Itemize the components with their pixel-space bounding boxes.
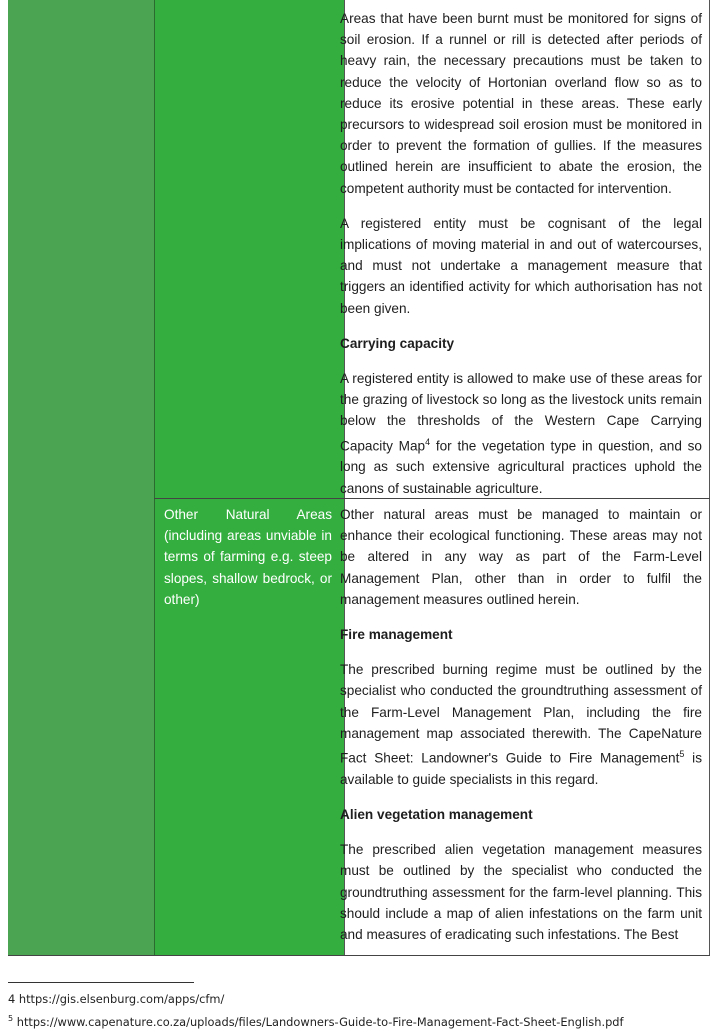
category-other-natural-areas: Other Natural Areas (including areas unviable in terms of farming e.g. steep slopes, shallow bedrock, or other): [164, 507, 332, 607]
footnote-4: 4 https://gis.elsenburg.com/apps/cfm/: [8, 992, 225, 1006]
alien-vegetation-paragraph: The prescribed alien vegetation management measures must be outlined by the specialist who conducted the groundtruthing assessment for the farm-level planning. This should include a map of alien infestations on the farm unit and measures of eradicating such infestations. The Best: [340, 842, 702, 942]
footnote-5: $^5$ https://www.capenature.co.za/uploads/files/Landowners-Guide-to-Fire-Management-Fact-Sheet-English.pdf: [8, 1014, 624, 1029]
footnotes: [8, 990, 624, 1032]
fire-management-paragraph: The prescribed burning regime must be outlined by the specialist who conducted the groundtruthing assessment of the Farm-Level Management Plan, including the fire management map associated therewith. The CapeNature Fact Sheet: Landowner's Guide to Fire Management$^5$ is available to guide specialists in this regard.: [340, 662, 702, 787]
fire-management-heading: Fire management: [340, 627, 453, 643]
footnote-ref-5: 5: [679, 749, 685, 760]
carrying-capacity-heading: Carrying capacity: [340, 335, 455, 351]
other-natural-areas-paragraph: Other natural areas must be managed to maintain or enhance their ecological functioning. These areas may not be altered in any way as part of the Farm-Level Management Plan, other than in order to fulfil the management measures outlined herein.: [340, 507, 702, 607]
carrying-capacity-paragraph: A registered entity is allowed to make use of these areas for the grazing of livestock so long as the livestock units remain below the thresholds of the Western Cape Carrying Capacity Map$^4$ for the vegetation type in question, and so long as such extensive agricultural practices uphold the canons of sustainable agriculture.: [340, 371, 702, 496]
footnote-5-link[interactable]: https://www.capenature.co.za/uploads/files/Landowners-Guide-to-Fire-Management-Fact-Sheet-English.pdf: [16, 1014, 624, 1029]
column-divider: [154, 0, 155, 956]
category-column: [154, 0, 344, 956]
footnote-separator: [8, 982, 194, 983]
footnote-4-link[interactable]: https://gis.elsenburg.com/apps/cfm/: [18, 992, 225, 1006]
upper-row-measures: [340, 8, 702, 513]
watercourses-paragraph: A registered entity must be cognisant of the legal implications of moving material in and out of watercourses, and must not undertake a management measure that triggers an identified activity for which authorisation has not been given.: [340, 215, 702, 316]
lower-row-measures: [340, 504, 702, 959]
alien-vegetation-heading: Alien vegetation management: [340, 806, 533, 822]
footnote-ref-4: 4: [425, 436, 431, 447]
zone-column: [8, 0, 154, 956]
burnt-areas-paragraph: Areas that have been burnt must be monitored for signs of soil erosion. If a runnel or rill is detected after periods of heavy rain, the necessary precautions must be taken to reduce the velocity of Hortonian overland flow so as to reduce its erosive potential in these areas. These early precursors to widespread soil erosion must be monitored in order to prevent the formation of gullies. If the measures outlined herein are insufficient to abate the erosion, the competent authority must be contacted for intervention.: [340, 11, 702, 196]
